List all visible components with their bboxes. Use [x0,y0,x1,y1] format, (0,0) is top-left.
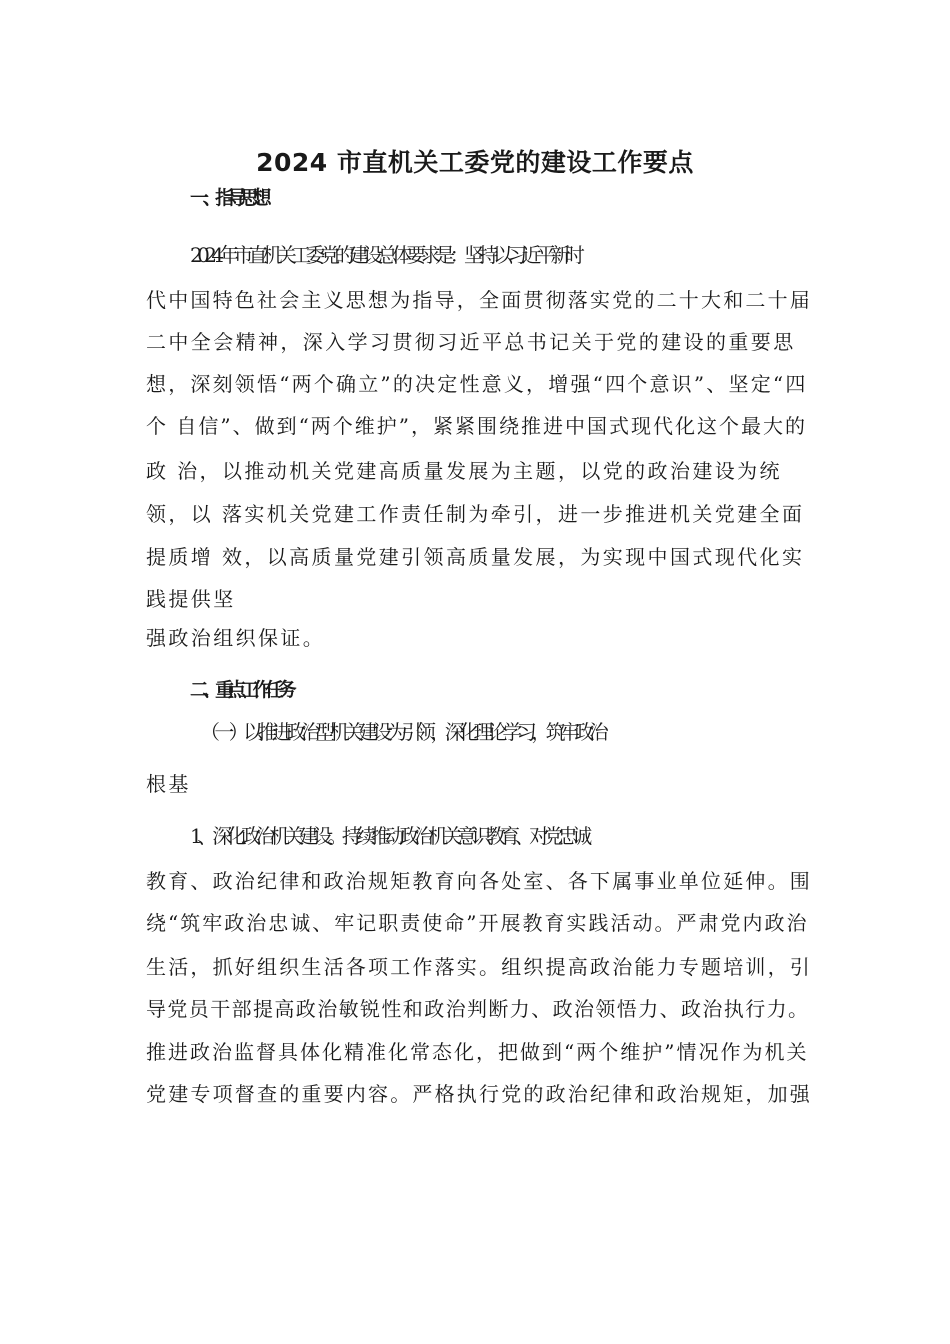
paragraph-line: 2024 年市直机关工委党的建设总体要求是：坚持以习近平新时 [190,243,580,267]
paragraph-line: 强政治组织保证。 [146,626,326,650]
section-heading-key-tasks: 二、 重点工作任务 [190,679,291,701]
item-paragraph-line: 导党员干部提高政治敏锐性和政治判断力、政治领悟力、政治执行力。 [146,997,810,1021]
paragraph-line: 个 自信”、做到“两个维护”，紧紧围绕推进中国式现代化这个最大的 [146,414,808,438]
paragraph-line: 领，以 落实机关党建工作责任制为牵引，进一步推进机关党建全面 [146,502,805,526]
item-paragraph-line: 生活，抓好组织生活各项工作落实。组织提高政治能力专题培训，引 [146,955,812,979]
item-paragraph-line: 教育、政治纪律和政治规矩教育向各处室、各下属事业单位延伸。围 [146,869,812,893]
item-paragraph-line: 推进政治监督具体化精准化常态化，把做到“两个维护”情况作为机关 [146,1040,809,1064]
paragraph-line: 提质增 效，以高质量党建引领高质量发展，为实现中国式现代化实 [146,545,805,569]
paragraph-line: 践提供坚 [146,587,236,611]
item-paragraph-line: 1、 深化政治机关建设。持续推动政治机关意识教育、对党忠诚 [190,824,587,848]
paragraph-line: 代中国特色社会主义思想为指导，全面贯彻落实党的二十大和二十届 [146,288,812,312]
paragraph-line: 想，深刻领悟“两个确立”的决定性意义，增强“四个意识”、坚定“四 [146,372,808,396]
subsection-heading-line: （一）以推进政治型机关建设为引领，深化理论学习，筑牢政治 [200,720,604,744]
paragraph-line: 政 治，以推动机关党建高质量发展为主题，以党的政治建设为统 [146,459,782,483]
subsection-heading-line: 根基 [146,772,191,796]
section-heading-guiding-ideology: 一 、指导思想 [190,187,266,209]
item-paragraph-line: 党建专项督查的重要内容。严格执行党的政治纪律和政治规矩，加强 [146,1082,812,1106]
paragraph-line: 二中全会精神，深入学习贯彻习近平总书记关于党的建设的重要思 [146,330,796,354]
document-title: 2024 市直机关工委党的建设工作要点 [256,148,694,177]
item-paragraph-line: 绕“筑牢政治忠诚、牢记职责使命”开展教育实践活动。严肃党内政治 [146,911,809,935]
